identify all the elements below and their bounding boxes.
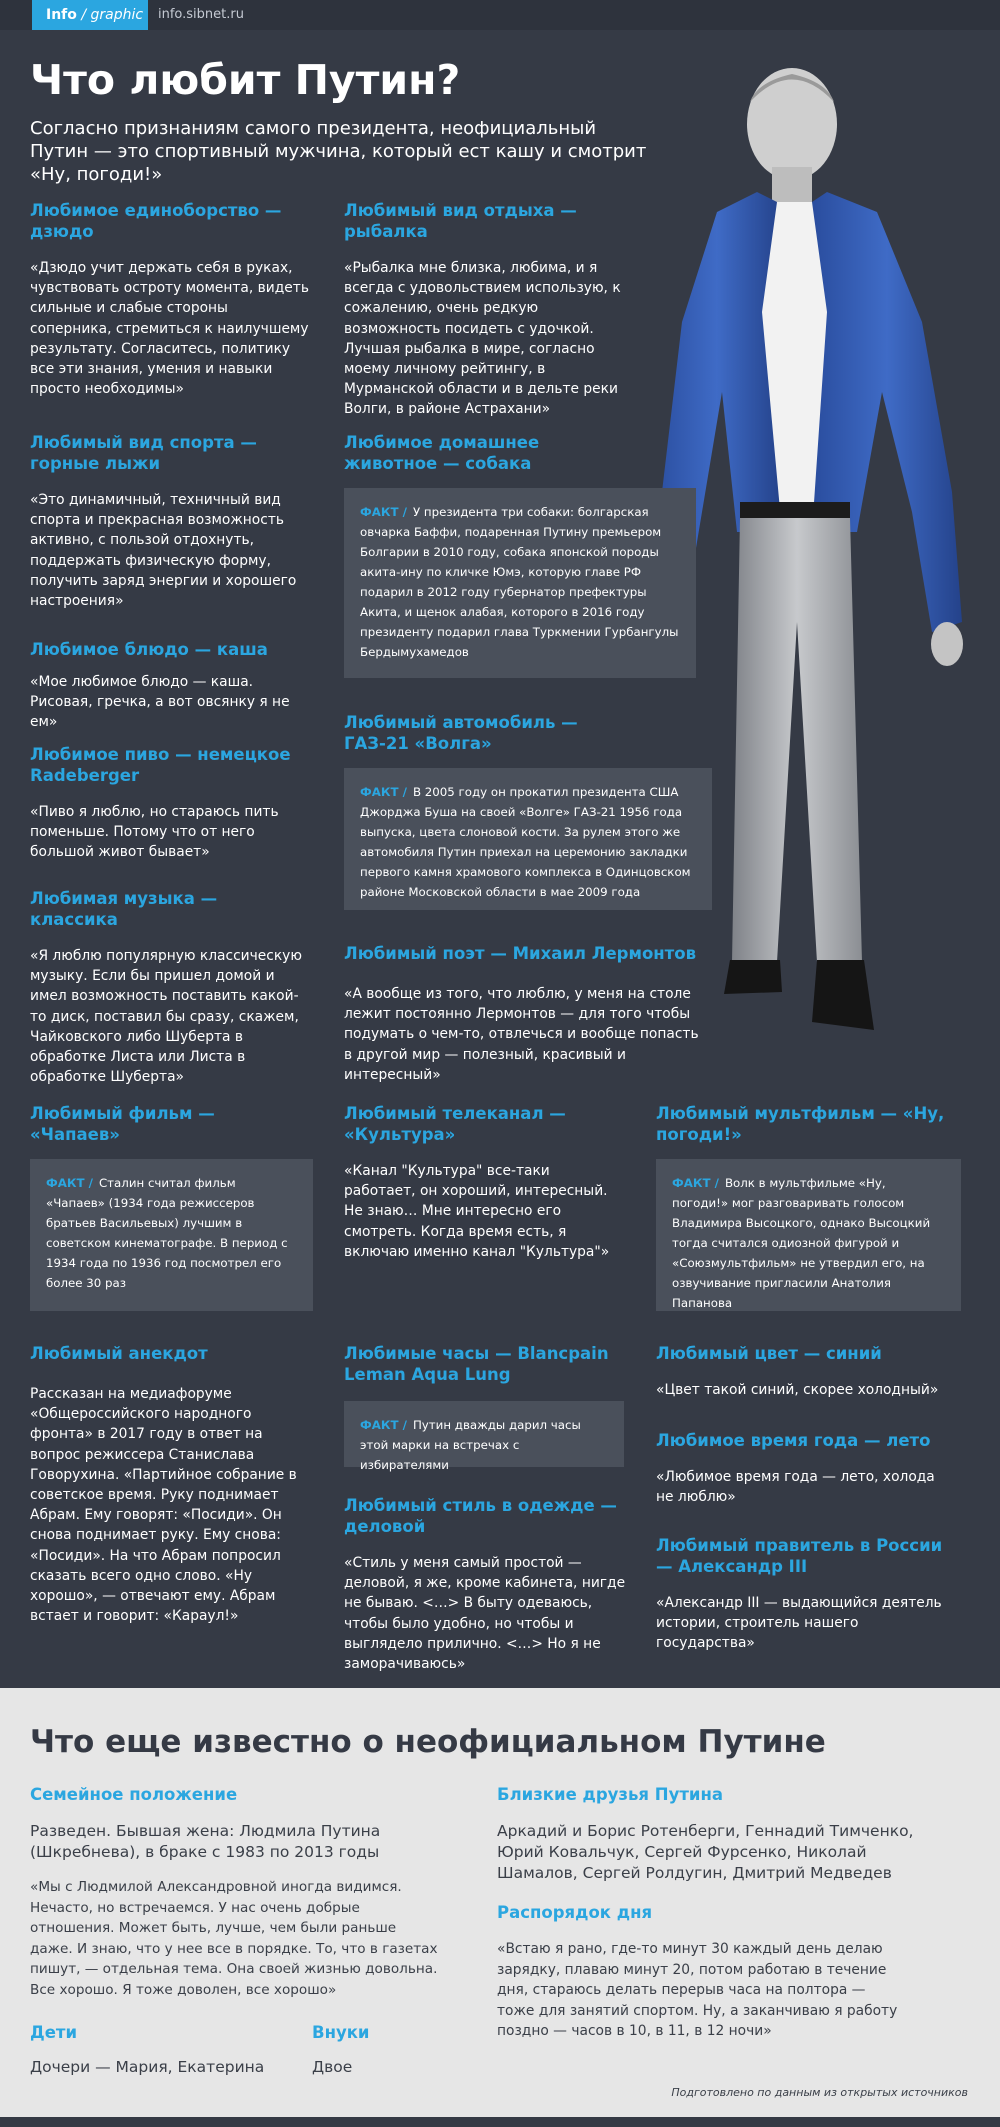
top-bar — [0, 0, 1000, 30]
section-text: «Александр III — выдающийся деятель истории, строитель нашего государства» — [656, 1595, 942, 1652]
section-color — [656, 1343, 956, 1400]
fact-box-film — [30, 1159, 313, 1311]
section-heading: Близкие друзья Путина — [497, 1785, 723, 1804]
fact-box-watch — [344, 1401, 624, 1472]
section-heading: Любимый автомобиль — ГАЗ-21 «Волга» — [344, 713, 578, 753]
source-note: Подготовлено по данным из открытых источников — [671, 2086, 968, 2099]
section-car — [344, 712, 634, 754]
fact-label: ФАКТ / — [360, 785, 407, 799]
lead-text: Согласно признаниям самого президента, неофициальный Путин — это спортивный мужчина, который ест кашу и смотрит «Ну, погоди!» — [30, 118, 647, 185]
section-watch — [344, 1343, 634, 1385]
fact-box-cartoon — [656, 1159, 961, 1311]
section-children — [30, 2022, 290, 2078]
section-ruler — [656, 1535, 956, 1654]
section-family — [30, 1784, 440, 2000]
section-text: «Пиво я люблю, но стараюсь пить поменьше. Потому что от него большой живот бывает» — [30, 804, 279, 861]
section-text: «Это динамичный, техничный вид спорта и прекрасная возможность активно, с пользой отдохнуть, поддержать физическую форму, получить заряд энергии и хорошего настроения» — [30, 492, 297, 610]
section-heading: Распорядок дня — [497, 1903, 653, 1922]
section-style — [344, 1495, 634, 1674]
section-dish — [30, 639, 310, 733]
section-friends — [497, 1784, 947, 1884]
section-film — [30, 1103, 310, 1145]
section-text: Двое — [312, 2058, 353, 2076]
section-heading: Любимый стиль в одежде — деловой — [344, 1496, 617, 1536]
section-heading: Любимая музыка — классика — [30, 889, 218, 929]
section-heading: Любимое время года — лето — [656, 1431, 931, 1450]
bottom-bar — [0, 2117, 1000, 2127]
section-joke — [30, 1343, 310, 1626]
section-martial — [30, 200, 310, 399]
section-beer — [30, 744, 310, 863]
brand-logo[interactable]: Info / graphic — [32, 0, 148, 30]
section-heading: Любимый анекдот — [30, 1344, 208, 1363]
section-heading: Любимый мультфильм — «Ну, погоди!» — [656, 1104, 945, 1144]
fact-label: ФАКТ / — [46, 1176, 93, 1190]
section-sport — [30, 432, 310, 611]
section-heading: Любимое единоборство — дзюдо — [30, 201, 282, 241]
section-heading: Любимый цвет — синий — [656, 1344, 882, 1363]
section-cartoon — [656, 1103, 956, 1145]
fact-text: Волк в мультфильме «Ну, погоди!» мог разговаривать голосом Владимира Высоцкого, однако Высоцкий тогда считался одиозной фигурой и «Союзмультфильм» не утвердил его, на озвучивание пригласили Анатолия Папанова — [672, 1176, 931, 1310]
section-pet — [344, 432, 634, 474]
extra-info-title: Что еще известно о неофициальном Путине — [30, 1724, 826, 1760]
section-text: «Рыбалка мне близка, любима, и я всегда с удовольствием использую, к сожалению, очень редкую возможность посидеть с удочкой. Лучшая рыбалка в мире, согласно моему личному рейтингу, в Мурманской области и в дельте реки Волги, в районе Астрахани» — [344, 260, 621, 418]
section-heading: Любимый фильм — «Чапаев» — [30, 1104, 215, 1144]
section-text: «А вообще из того, что люблю, у меня на столе лежит постоянно Лермонтов — для того чтобы подумать о чем-то, отвлечься и вообще попасть в другой мир — полезный, красивый и интересный» — [344, 986, 699, 1083]
section-heading: Любимый вид спорта — горные лыжи — [30, 433, 257, 473]
page-title: Что любит Путин? — [30, 56, 461, 104]
section-routine — [497, 1902, 907, 2042]
section-heading: Любимое домашнее животное — собака — [344, 433, 540, 473]
section-music — [30, 888, 310, 1087]
section-heading: Дети — [30, 2023, 78, 2042]
fact-text: У президента три собаки: болгарская овчарка Баффи, подаренная Путину премьером Болгарии в 2010 году, собака японской породы акита-ину по кличке Юмэ, которую главе РФ подарил в 2012 году губернатор префектуры Акита, и щенок алабая, которого в 2016 году президенту подарил глава Туркмении Гурбангулы Бердымухамедов — [360, 505, 679, 659]
fact-label: ФАКТ / — [672, 1176, 719, 1190]
section-heading: Любимые часы — Blancpain Leman Aqua Lung — [344, 1344, 609, 1384]
section-heading: Внуки — [312, 2023, 370, 2042]
section-heading: Любимый поэт — Михаил Лермонтов — [344, 944, 697, 963]
extra-info-section — [0, 1688, 1000, 2117]
fact-text: В 2005 году он прокатил президента США Джорджа Буша на своей «Волге» ГАЗ-21 1956 года выпуска, цвета слоновой кости. За рулем этого же автомобиля Путин приехал на церемонию закладки первого камня храмового комплекса в Одинцовском районе Московской области в мае 2009 года — [360, 785, 691, 899]
section-text: «Дзюдо учит держать себя в руках, чувствовать остроту момента, видеть сильные и слабые стороны соперника, стремиться к наилучшему результату. Согласитесь, политику все эти знания, умения и навыки просто необходимы» — [30, 260, 309, 398]
section-text: «Я люблю популярную классическую музыку. Если бы пришел домой и имел возможность поставить какой-то диск, поставил бы сразу, скажем, Чайковского либо Шуберта в обработке Листа или Листа в обработке Шуберта» — [30, 948, 302, 1086]
section-text: «Цвет такой синий, скорее холодный» — [656, 1382, 939, 1398]
section-text: Аркадий и Борис Ротенберги, Геннадий Тимченко, Юрий Ковальчук, Сергей Фурсенко, Николай Шамалов, Сергей Ролдугин, Дмитрий Медведев — [497, 1822, 914, 1882]
section-text: «Встаю я рано, где-то минут 30 каждый день делаю зарядку, плаваю минут 20, потом работаю в течение дня, стараюсь делать перерыв часа на полтора — тоже для занятий спортом. Ну, а заканчиваю я работу поздно — часов в 10, в 11, в 12 ночи» — [497, 1941, 898, 2039]
fact-text: Путин дважды дарил часы этой марки на встречах с избирателями — [360, 1418, 581, 1472]
section-grandchildren — [312, 2022, 452, 2078]
fact-box-pet — [344, 488, 696, 678]
section-heading: Любимый телеканал — «Культура» — [344, 1104, 566, 1144]
section-poet — [344, 943, 704, 1085]
section-text: «Канал "Культура" все-таки работает, он хороший, интересный. Не знаю… Мне интересно его смотреть. Когда время есть, я включаю именно канал "Культура"» — [344, 1163, 610, 1260]
section-heading: Любимое пиво — немецкое Radeberger — [30, 745, 291, 785]
fact-box-car — [344, 768, 712, 910]
section-tv — [344, 1103, 614, 1262]
section-text: Дочери — Мария, Екатерина — [30, 2058, 265, 2076]
section-text: «Мое любимое блюдо — каша. Рисовая, гречка, а вот овсянку я не ем» — [30, 674, 290, 731]
section-heading: Семейное положение — [30, 1785, 238, 1804]
section-heading: Любимое блюдо — каша — [30, 640, 268, 659]
fact-text: Сталин считал фильм «Чапаев» (1934 года режиссеров братьев Васильевых) лучшим в советском кинематографе. В период с 1934 года по 1936 год посмотрел его более 30 раз — [46, 1176, 288, 1290]
section-heading: Любимый вид отдыха — рыбалка — [344, 201, 577, 241]
section-heading: Любимый правитель в России — Александр III — [656, 1536, 943, 1576]
section-text: «Стиль у меня самый простой — деловой, я же, кроме кабинета, нигде не бываю. <…> В быту одеваюсь, чтобы было удобно, но чтобы и выглядело прилично. <…> Но я не заморачиваюсь» — [344, 1555, 626, 1673]
fact-label: ФАКТ / — [360, 505, 407, 519]
site-link[interactable]: info.sibnet.ru — [158, 7, 244, 22]
section-season — [656, 1430, 956, 1507]
section-text: Рассказан на медиафоруме «Общероссийского народного фронта» в 2017 году в ответ на вопрос режиссера Станислава Говорухина. «Партийное собрание в советское время. Руку поднимает Абрам. Ему говорят: «Посиди». Он снова поднимает руку. Ему снова: «Посиди». На что Абрам попросил сказать всего одно слово. «Ну хорошо», — отвечают ему. Абрам встает и говорит: «Караул!» — [30, 1386, 297, 1625]
fact-label: ФАКТ / — [360, 1418, 407, 1432]
section-text: Разведен. Бывшая жена: Людмила Путина (Шкребнева), в браке с 1983 по 2013 годы — [30, 1822, 381, 1861]
section-rest — [344, 200, 634, 420]
section-quote: «Мы с Людмилой Александровной иногда видимся. Нечасто, но встречаемся. У нас очень добрые отношения. Может быть, лучше, чем были раньше даже. И знаю, что у нее все в порядке. То, что в газетах пишут, — отдельная тема. Она своей жизнью довольна. Все хорошо. Я тоже доволен, все хорошо» — [30, 1879, 438, 1998]
section-text: «Любимое время года — лето, холода не люблю» — [656, 1469, 935, 1506]
